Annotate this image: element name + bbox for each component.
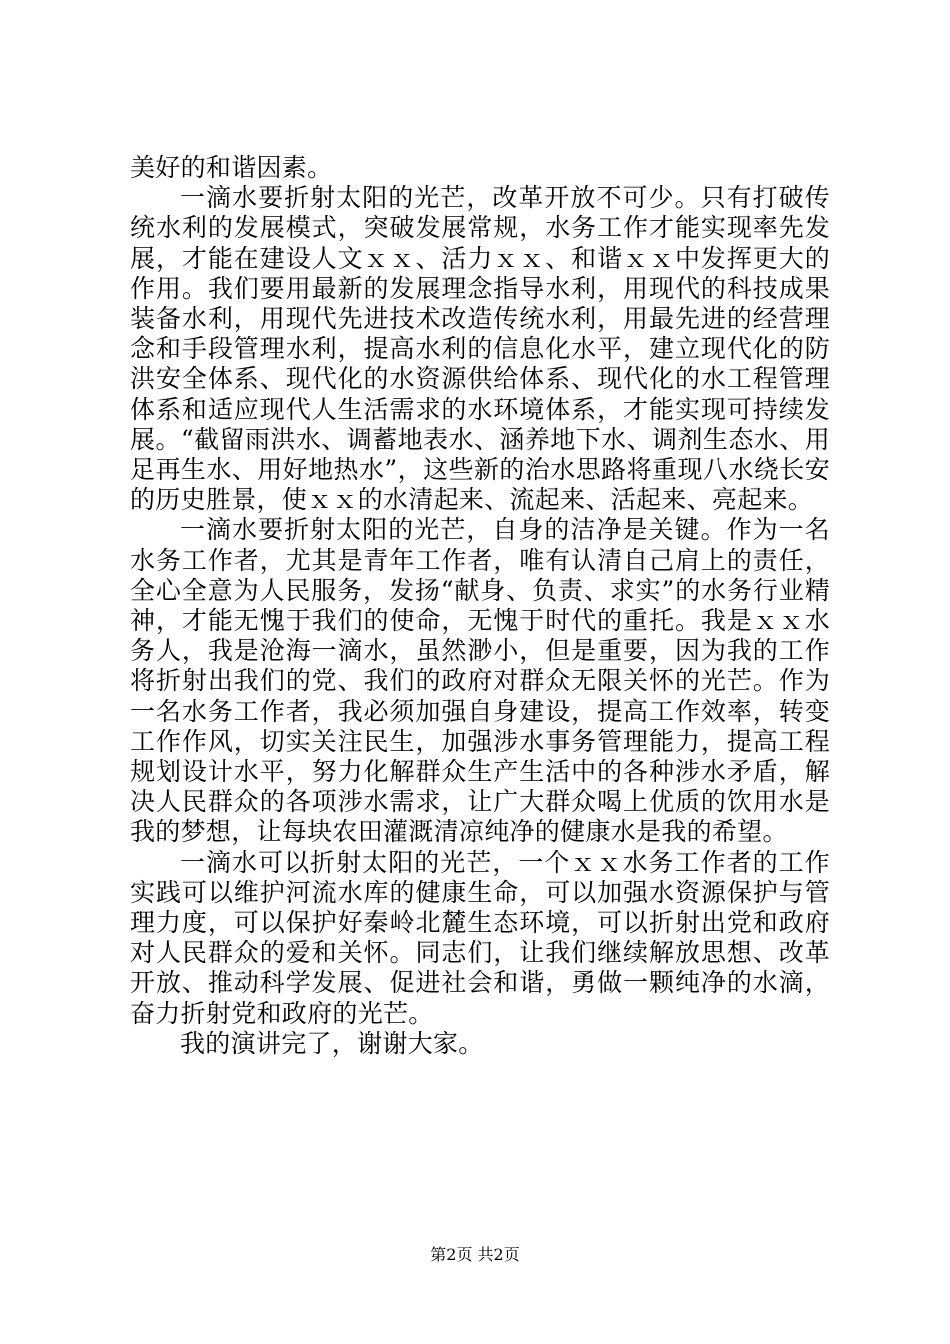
paragraph-4: 一滴水可以折射太阳的光芒，一个ｘｘ水务工作者的工作实践可以维护河流水库的健康生命，可以加强水资源保护与管理力度，可以保护好秦岭北麓生态环境，可以折射出党和政府对人民群众的爱和关怀。同志们，让我们继续解放思想、改革开放、推动科学发展、促进社会和谐，勇做一颗纯净的水滴，奋力折射党和政府的光芒。	[130, 847, 830, 1028]
paragraph-5: 我的演讲完了，谢谢大家。	[180, 1028, 484, 1058]
page-footer	[0, 1245, 950, 1265]
document-body	[130, 153, 830, 1059]
paragraph-2: 一滴水要折射太阳的光芒，改革开放不可少。只有打破传统水利的发展模式，突破发展常规，水务工作才能实现率先发展，才能在建设人文ｘｘ、活力ｘｘ、和谐ｘｘ中发挥更大的作用。我们要用最新的发展理念指导水利，用现代的科技成果装备水利，用现代先进技术改造传统水利，用最先进的经营理念和手段管理水利，提高水利的信息化水平，建立现代化的防洪安全体系、现代化的水资源供给体系、现代化的水工程管理体系和适应现代人生活需求的水环境体系，才能实现可持续发展。“截留雨洪水、调蓄地表水、涵养地下水、调剂生态水、用足再生水、用好地热水”，这些新的治水思路将重现八水绕长安的历史胜景，使ｘｘ的水清起来、流起来、活起来、亮起来。	[130, 183, 830, 515]
paragraph-1: 美好的和谐因素。	[130, 153, 333, 182]
paragraph-3: 一滴水要折射太阳的光芒，自身的洁净是关键。作为一名水务工作者，尤其是青年工作者，唯有认清自己肩上的责任，全心全意为人民服务，发扬“献身、负责、求实”的水务行业精神，才能无愧于我们的使命，无愧于时代的重托。我是ｘｘ水务人，我是沧海一滴水，虽然渺小，但是重要，因为我的工作将折射出我们的党、我们的政府对群众无限关怀的光芒。作为一名水务工作者，我必须加强自身建设，提高工作效率，转变工作作风，切实关注民生，加强涉水事务管理能力，提高工程规划设计水平，努力化解群众生产生活中的各种涉水矛盾，解决人民群众的各项涉水需求，让广大群众喝上优质的饮用水是我的梦想，让每块农田灌溉清凉纯净的健康水是我的希望。	[130, 515, 830, 847]
page-number-label: 第2页 共2页	[430, 1245, 520, 1264]
